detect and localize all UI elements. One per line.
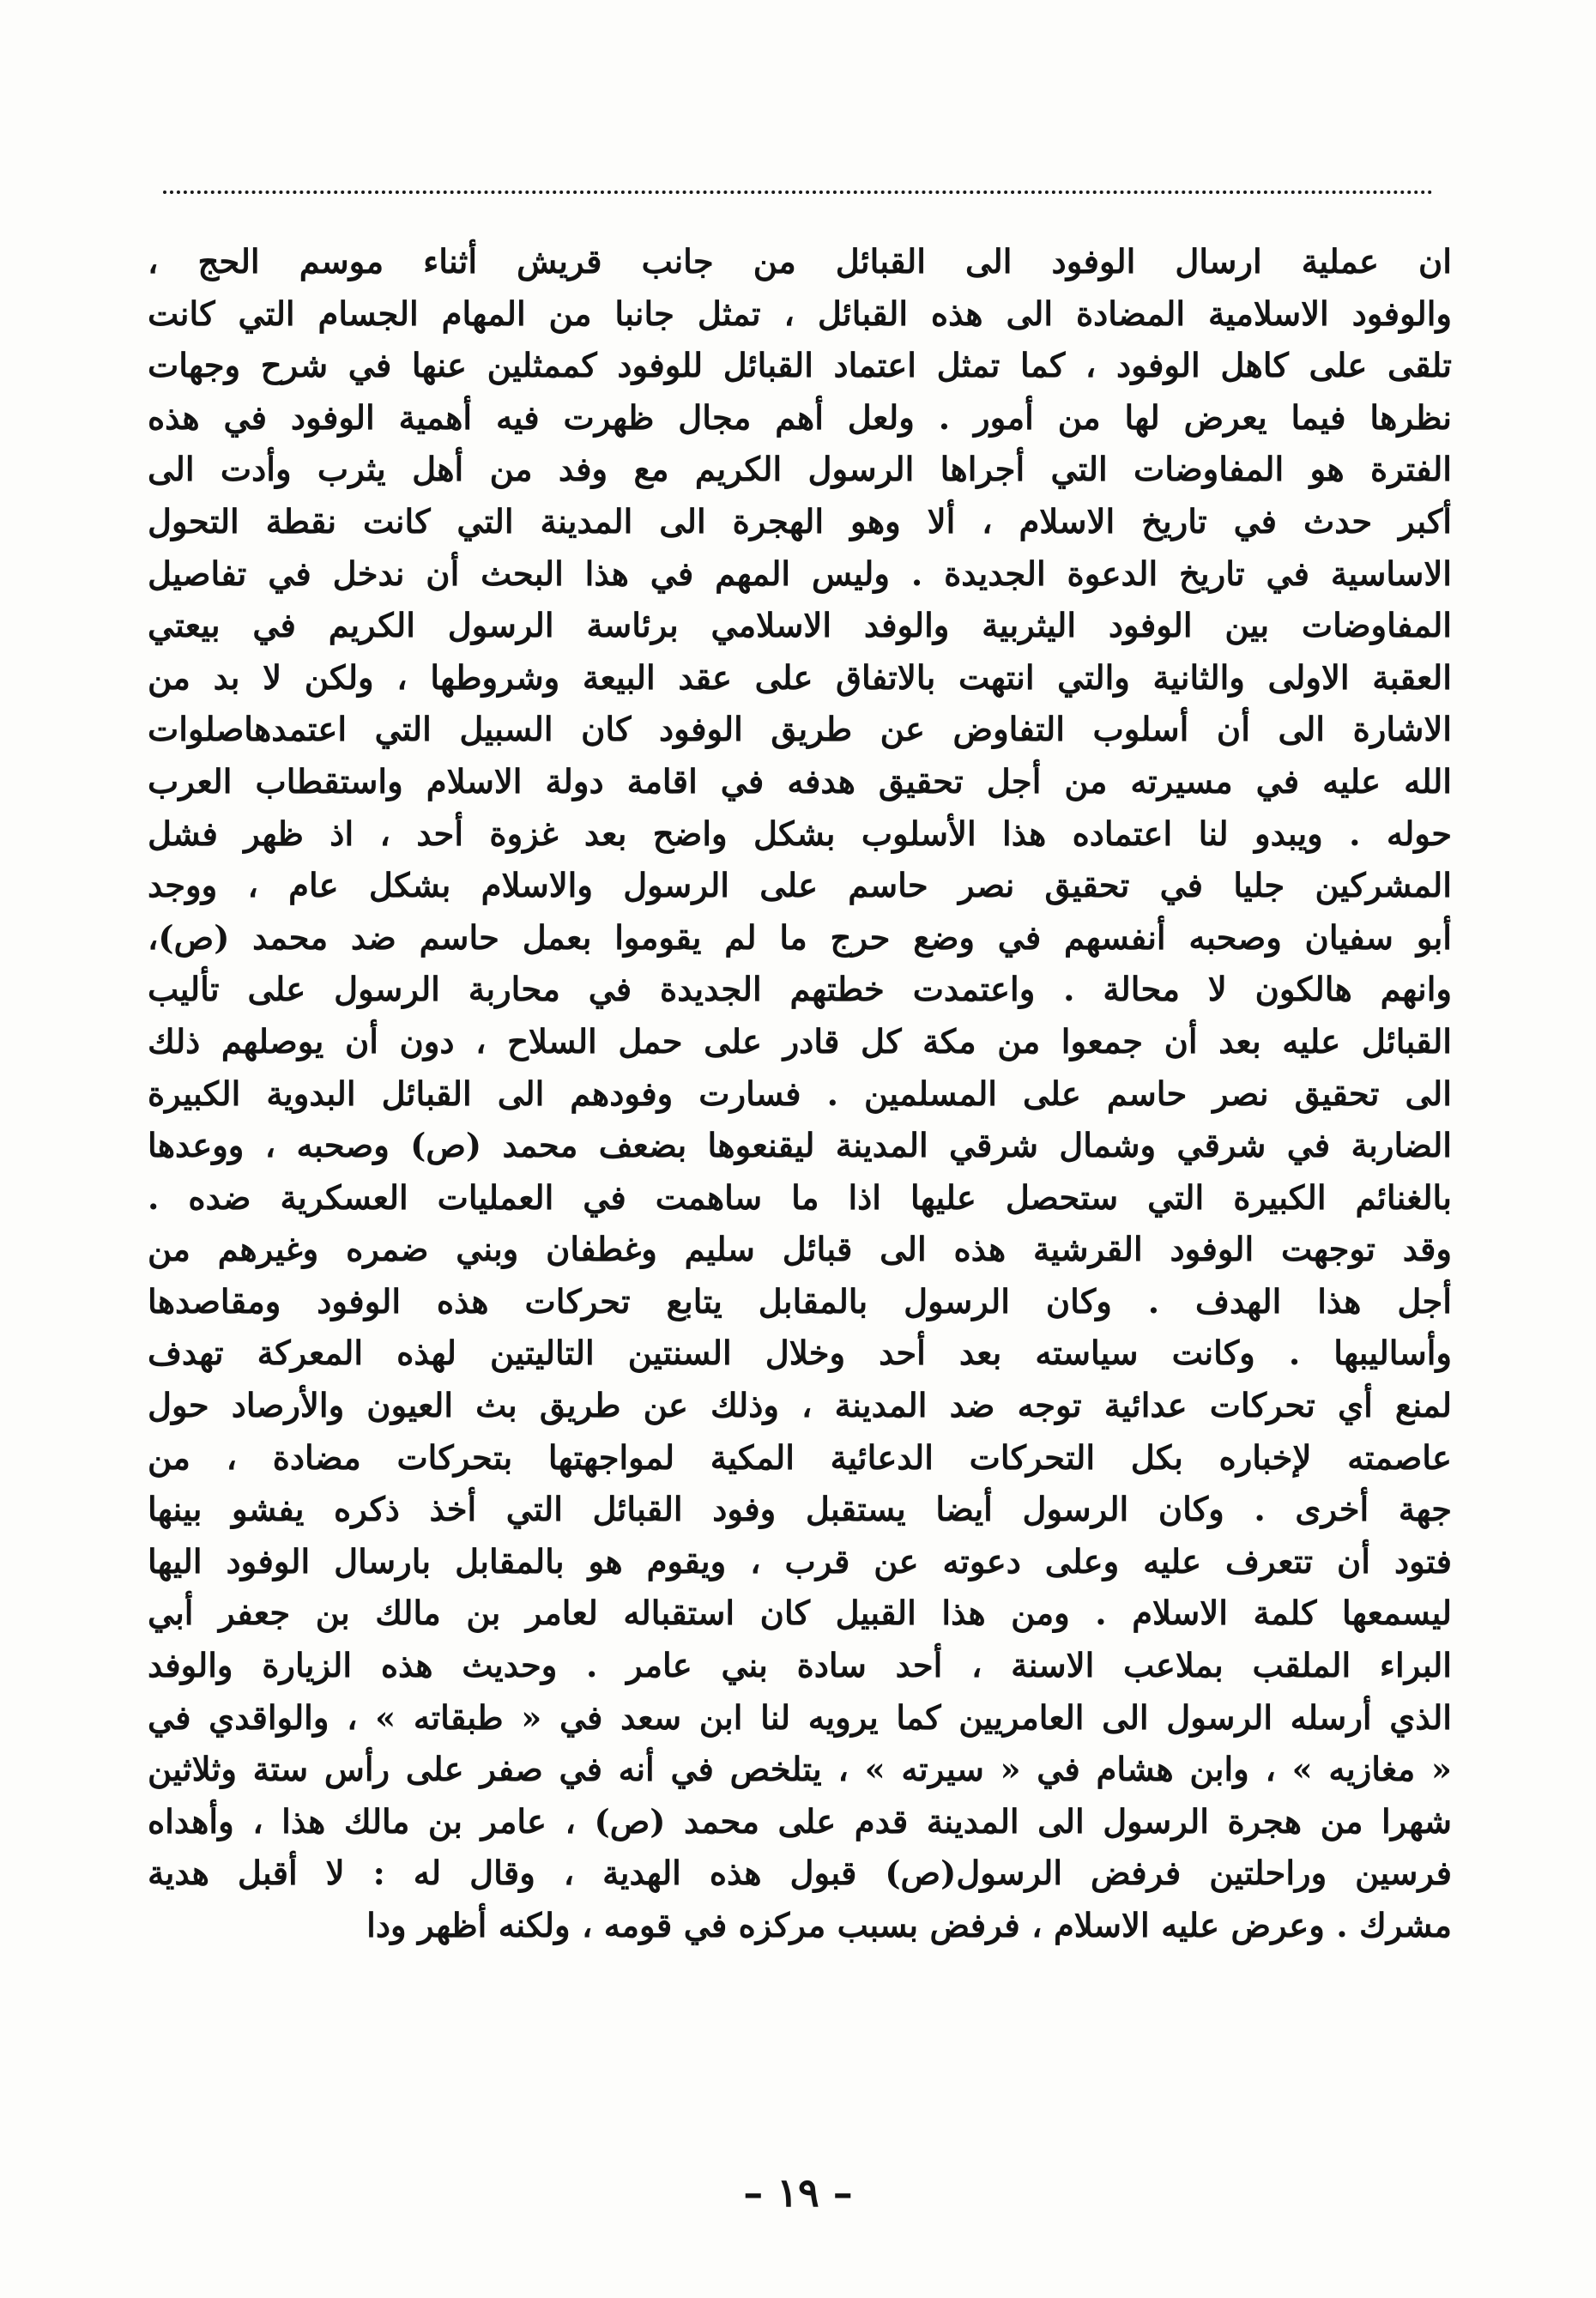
text-line: الله عليه في مسيرته من أجل تحقيق هدفه في اقامة دولة الاسلام واستقطاب العرب (148, 762, 1452, 801)
text-line: ليسمعها كلمة الاسلام . ومن هذا القبيل كان استقباله لعامر بن مالك بن جعفر أبي (148, 1594, 1452, 1634)
top-dotted-rule (163, 190, 1433, 194)
text-line: فتود أن تتعرف عليه وعلى دعوته عن قرب ، ويقوم هو بالمقابل بارسال الوفود اليها (148, 1542, 1452, 1581)
text-line: وأساليبها . وكانت سياسته بعد أحد وخلال السنتين التاليتين لهذه المعركة تهدف (148, 1334, 1452, 1374)
text-line: تلقى على كاهل الوفود ، كما تمثل اعتماد القبائل للوفود كممثلين عنها في شرح وجهات (148, 347, 1452, 386)
text-line: أكبر حدث في تاريخ الاسلام ، ألا وهو الهجرة الى المدينة التي كانت نقطة التحول (148, 502, 1452, 541)
text-line: القبائل عليه بعد أن جمعوا من مكة كل قادر على حمل السلاح ، دون أن يوصلهم ذلك (148, 1022, 1452, 1061)
text-line: عاصمته لإخباره بكل التحركات الدعائية المكية لمواجهتها بتحركات مضادة ، من (148, 1438, 1452, 1478)
text-line: ان عملية ارسال الوفود الى القبائل من جانب قريش أثناء موسم الحج ، (148, 243, 1452, 281)
text-line: أجل هذا الهدف . وكان الرسول بالمقابل يتابع تحركات هذه الوفود ومقاصدها (148, 1282, 1452, 1321)
text-line: الذي أرسله الرسول الى العامريين كما يرويه لنا ابن سعد في « طبقاته » ، والواقدي في (148, 1698, 1452, 1738)
text-line: وانهم هالكون لا محالة . واعتمدت خطتهم الجديدة في محاربة الرسول على تأليب (148, 971, 1452, 1010)
text-line: « مغازيه » ، وابن هشام في « سيرته » ، يتلخص في أنه في صفر على رأس ستة وثلاثين (148, 1751, 1452, 1790)
text-line: المفاوضات بين الوفود اليثربية والوفد الاسلامي برئاسة الرسول الكريم في بيعتي (148, 607, 1452, 646)
text-line: وقد توجهت الوفود القرشية هذه الى قبائل سليم وغطفان وبني ضمره وغيرهم من (148, 1231, 1452, 1270)
text-line: الفترة هو المفاوضات التي أجراها الرسول الكريم مع وفد من أهل يثرب وأدت الى (148, 451, 1452, 490)
text-line: الضاربة في شرقي وشمال شرقي المدينة ليقنعوها بضعف محمد (ص) وصحبه ، ووعدها (148, 1127, 1452, 1166)
page-number: – ١٩ – (743, 2169, 853, 2216)
text-line: والوفود الاسلامية المضادة الى هذه القبائل ، تمثل جانبا من المهام الجسام التي كانت (148, 294, 1452, 334)
text-line: المشركين جليا في تحقيق نصر حاسم على الرسول والاسلام بشكل عام ، ووجد (148, 867, 1452, 906)
text-line: أبو سفيان وصحبه أنفسهم في وضع حرج ما لم يقوموا بعمل حاسم ضد محمد (ص)، (148, 918, 1452, 958)
text-line: مشرك . وعرض عليه الاسلام ، فرفض بسبب مركزه في قومه ، ولكنه أظهر ودا (366, 1907, 1452, 1945)
text-line: لمنع أي تحركات عدائية توجه ضد المدينة ، وذلك عن طريق بث العيون والأرصاد حول (148, 1387, 1452, 1426)
text-line: نظرها فيما يعرض لها من أمور . ولعل أهم مجال ظهرت فيه أهمية الوفود في هذه (148, 398, 1452, 438)
text-line: شهرا من هجرة الرسول الى المدينة قدم على محمد (ص) ، عامر بن مالك هذا ، وأهداه (148, 1802, 1452, 1841)
text-line: الاشارة الى أن أسلوب التفاوض عن طريق الوفود كان السبيل التي اعتمدهاصلوات (148, 711, 1452, 750)
text-line: بالغنائم الكبيرة التي ستحصل عليها اذا ما ساهمت في العمليات العسكرية ضده . (148, 1178, 1452, 1218)
body-text (148, 237, 1452, 1953)
text-line: فرسين وراحلتين فرفض الرسول(ص) قبول هذه الهدية ، وقال له : لا أقبل هدية (148, 1854, 1452, 1894)
text-line: العقبة الاولى والثانية والتي انتهت بالاتفاق على عقد البيعة وشروطها ، ولكن لا بد من (148, 658, 1452, 698)
text-line: الى تحقيق نصر حاسم على المسلمين . فسارت وفودهم الى القبائل البدوية الكبيرة (148, 1074, 1452, 1114)
text-line: البراء الملقب بملاعب الاسنة ، أحد سادة بني عامر . وحديث هذه الزيارة والوفد (148, 1647, 1452, 1686)
text-line: حوله . ويبدو لنا اعتماده هذا الأسلوب بشكل واضح بعد غزوة أحد ، اذ ظهر فشل (148, 814, 1452, 854)
text-line: جهة أخرى . وكان الرسول أيضا يستقبل وفود القبائل التي أخذ ذكره يفشو بينها (148, 1491, 1452, 1530)
text-line: الاساسية في تاريخ الدعوة الجديدة . وليس المهم في هذا البحث أن ندخل في تفاصيل (148, 554, 1452, 594)
